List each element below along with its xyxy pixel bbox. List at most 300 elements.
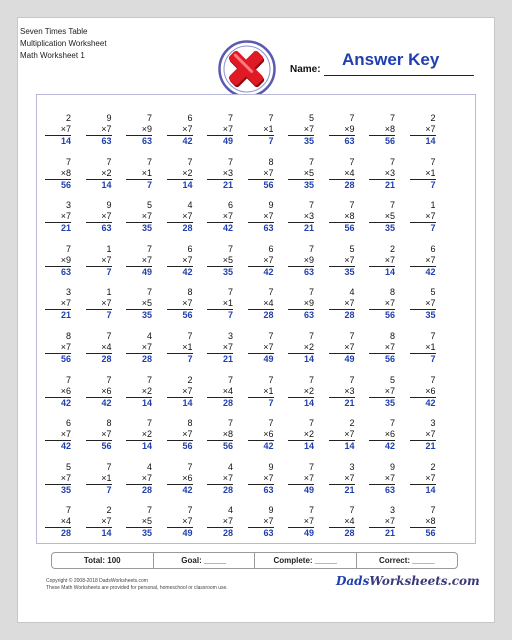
problem-item [167, 505, 193, 539]
problem-answer: 7 [268, 397, 274, 408]
problem-answer: 63 [141, 136, 152, 146]
problem-top-number: 5 [308, 113, 314, 123]
problem-answer: 28 [222, 484, 233, 495]
problem-top-number: 7 [268, 287, 274, 298]
problem-multiplier: ×8 [369, 124, 395, 136]
site-logo [336, 574, 480, 588]
problem-multiplier: ×7 [86, 124, 112, 136]
problem-item [369, 200, 395, 234]
problem-answer: 28 [141, 484, 152, 495]
problem-multiplier: ×8 [329, 211, 355, 223]
red-x-icon [218, 40, 276, 98]
problem-answer: 35 [384, 223, 395, 234]
problem-item [45, 287, 71, 321]
problem-item [207, 331, 233, 365]
problem-top-number: 7 [146, 374, 152, 385]
problem-top-number: 7 [268, 374, 274, 385]
problem-answer: 49 [344, 354, 355, 364]
problem-item [126, 287, 152, 321]
problem-top-number: 3 [430, 418, 436, 429]
problem-multiplier: ×7 [248, 211, 274, 223]
problem-top-number: 7 [227, 287, 233, 298]
problem-answer: 28 [60, 528, 71, 539]
problem-answer: 49 [141, 266, 152, 277]
problem-item [86, 157, 112, 191]
problem-top-number: 7 [349, 331, 355, 341]
problem-top-number: 7 [187, 156, 193, 167]
problem-top-number: 7 [146, 243, 152, 254]
name-field [290, 50, 480, 80]
problem-answer: 56 [222, 441, 233, 452]
problem-top-number: 7 [430, 331, 436, 341]
problem-top-number: 7 [308, 374, 314, 385]
problem-item [126, 418, 152, 452]
problem-answer: 28 [344, 528, 355, 539]
problem-top-number: 7 [349, 374, 355, 385]
problem-top-number: 8 [65, 331, 71, 341]
problem-multiplier: ×5 [369, 211, 395, 223]
problem-multiplier: ×7 [167, 124, 193, 136]
problem-answer: 56 [263, 179, 274, 190]
problem-top-number: 7 [146, 287, 152, 298]
problem-top-number: 7 [146, 418, 152, 429]
problem-item [45, 113, 71, 147]
problem-multiplier: ×7 [369, 516, 395, 528]
problem-top-number: 7 [227, 374, 233, 385]
problem-multiplier: ×7 [248, 168, 274, 180]
problem-item [167, 244, 193, 278]
problem-multiplier: ×1 [207, 298, 233, 310]
problem-top-number: 7 [308, 505, 314, 516]
problem-answer: 35 [303, 179, 314, 190]
problem-answer: 56 [384, 354, 395, 364]
problem-multiplier: ×4 [329, 168, 355, 180]
problem-top-number: 8 [106, 418, 112, 429]
problem-answer: 56 [60, 179, 71, 190]
problem-top-number: 7 [430, 505, 436, 516]
problem-item [369, 462, 395, 496]
problem-multiplier: ×1 [410, 342, 436, 354]
problem-top-number: 2 [106, 505, 112, 516]
problem-answer: 63 [303, 310, 314, 321]
problem-top-number: 2 [65, 113, 71, 123]
header-worksheet-number: Math Worksheet 1 [20, 51, 85, 60]
problem-answer: 35 [425, 310, 436, 321]
problem-answer: 63 [344, 136, 355, 146]
problem-multiplier: ×2 [86, 168, 112, 180]
problem-item [369, 505, 395, 539]
problem-multiplier: ×7 [410, 473, 436, 485]
problem-item [329, 244, 355, 278]
problem-multiplier: ×9 [45, 255, 71, 267]
problem-item [410, 113, 436, 147]
problem-answer: 21 [303, 223, 314, 234]
problem-top-number: 9 [268, 505, 274, 516]
problem-top-number: 7 [308, 287, 314, 298]
problem-item [167, 418, 193, 452]
problem-top-number: 2 [187, 374, 193, 385]
problem-answer: 14 [101, 179, 112, 190]
problem-answer: 14 [425, 484, 436, 495]
problem-item [369, 113, 395, 147]
problem-top-number: 2 [430, 461, 436, 472]
problem-multiplier: ×7 [126, 342, 152, 354]
problem-answer: 35 [60, 484, 71, 495]
problem-answer: 35 [384, 397, 395, 408]
problem-answer: 63 [303, 266, 314, 277]
problem-item [45, 505, 71, 539]
problem-top-number: 5 [430, 287, 436, 298]
problem-multiplier: ×1 [248, 124, 274, 136]
problem-top-number: 9 [389, 461, 395, 472]
problem-multiplier: ×4 [207, 386, 233, 398]
problem-top-number: 1 [430, 200, 436, 211]
problem-item [167, 462, 193, 496]
problem-multiplier: ×9 [288, 255, 314, 267]
problem-answer: 42 [222, 223, 233, 234]
problem-top-number: 3 [227, 331, 233, 341]
problem-top-number: 4 [146, 461, 152, 472]
problem-item [45, 375, 71, 409]
problem-multiplier: ×7 [410, 255, 436, 267]
problem-top-number: 3 [65, 287, 71, 298]
problem-top-number: 1 [106, 287, 112, 298]
problem-answer: 14 [182, 179, 193, 190]
problem-multiplier: ×6 [167, 473, 193, 485]
problem-item [288, 157, 314, 191]
problem-item [207, 200, 233, 234]
problem-answer: 56 [101, 441, 112, 452]
problem-multiplier: ×7 [45, 342, 71, 354]
problem-multiplier: ×7 [329, 342, 355, 354]
problem-item [86, 505, 112, 539]
problem-answer: 21 [60, 310, 71, 321]
problem-multiplier: ×2 [288, 342, 314, 354]
problem-top-number: 7 [349, 156, 355, 167]
problem-answer: 42 [182, 484, 193, 495]
problem-multiplier: ×7 [248, 516, 274, 528]
problem-item [248, 287, 274, 321]
problem-item [45, 244, 71, 278]
problem-answer: 42 [182, 136, 193, 146]
problem-top-number: 7 [65, 505, 71, 516]
problem-top-number: 8 [187, 418, 193, 429]
problem-item [410, 505, 436, 539]
problem-top-number: 2 [349, 418, 355, 429]
problem-top-number: 7 [65, 156, 71, 167]
problem-answer: 42 [101, 397, 112, 408]
problem-answer: 49 [222, 136, 233, 146]
problem-item [167, 200, 193, 234]
problem-answer: 63 [263, 528, 274, 539]
problem-item [167, 375, 193, 409]
problem-item [329, 331, 355, 365]
name-label: Name: [290, 64, 321, 75]
problem-item [126, 375, 152, 409]
problem-top-number: 7 [146, 113, 152, 123]
problem-item [288, 418, 314, 452]
problem-item [410, 418, 436, 452]
problem-top-number: 7 [106, 461, 112, 472]
problem-answer: 42 [384, 441, 395, 452]
problem-item [288, 244, 314, 278]
problem-multiplier: ×4 [86, 342, 112, 354]
problem-answer: 56 [182, 310, 193, 321]
problem-multiplier: ×2 [288, 429, 314, 441]
problem-multiplier: ×2 [288, 386, 314, 398]
problem-answer: 28 [141, 354, 152, 364]
problem-top-number: 7 [106, 331, 112, 341]
problem-item [126, 331, 152, 365]
problem-item [410, 287, 436, 321]
problem-top-number: 9 [268, 461, 274, 472]
problem-top-number: 7 [308, 200, 314, 211]
problem-answer: 28 [263, 310, 274, 321]
problem-multiplier: ×7 [410, 124, 436, 136]
problem-item [167, 331, 193, 365]
problem-item [288, 200, 314, 234]
problem-answer: 63 [101, 223, 112, 234]
problem-answer: 35 [344, 266, 355, 277]
problem-multiplier: ×9 [329, 124, 355, 136]
problem-item [288, 375, 314, 409]
problem-top-number: 7 [308, 461, 314, 472]
problem-multiplier: ×7 [167, 386, 193, 398]
problem-top-number: 7 [308, 418, 314, 429]
problem-item [329, 418, 355, 452]
problem-item [329, 113, 355, 147]
problem-top-number: 2 [389, 243, 395, 254]
problem-top-number: 6 [430, 243, 436, 254]
problem-top-number: 8 [268, 156, 274, 167]
logo-suffix: Worksheets.com [369, 574, 480, 588]
problem-top-number: 7 [227, 418, 233, 429]
problem-multiplier: ×1 [126, 168, 152, 180]
problem-item [207, 462, 233, 496]
problem-answer: 42 [263, 441, 274, 452]
problem-answer: 63 [60, 266, 71, 277]
problem-multiplier: ×8 [207, 429, 233, 441]
problem-top-number: 7 [349, 200, 355, 211]
problem-answer: 63 [384, 484, 395, 495]
problem-item [126, 157, 152, 191]
problem-multiplier: ×7 [248, 473, 274, 485]
problem-multiplier: ×7 [167, 255, 193, 267]
problem-item [329, 375, 355, 409]
problem-item [248, 113, 274, 147]
problem-multiplier: ×7 [167, 298, 193, 310]
problem-answer: 7 [268, 136, 274, 146]
problem-answer: 14 [384, 266, 395, 277]
problem-top-number: 9 [106, 113, 112, 123]
problem-top-number: 3 [349, 461, 355, 472]
problem-top-number: 7 [308, 331, 314, 341]
problem-item [86, 462, 112, 496]
problem-answer: 28 [182, 223, 193, 234]
problem-item [248, 375, 274, 409]
problem-answer: 35 [141, 223, 152, 234]
problem-multiplier: ×6 [410, 386, 436, 398]
problem-item [86, 244, 112, 278]
problem-top-number: 5 [146, 200, 152, 211]
problem-multiplier: ×7 [86, 429, 112, 441]
problem-item [410, 200, 436, 234]
problem-top-number: 7 [349, 505, 355, 516]
problem-answer: 28 [222, 397, 233, 408]
problem-multiplier: ×7 [369, 386, 395, 398]
problem-top-number: 7 [65, 374, 71, 385]
problem-top-number: 7 [187, 461, 193, 472]
problem-item [329, 462, 355, 496]
problem-top-number: 7 [430, 156, 436, 167]
problem-top-number: 6 [187, 113, 193, 123]
problem-answer: 21 [344, 397, 355, 408]
problem-top-number: 7 [106, 156, 112, 167]
problem-item [45, 418, 71, 452]
problem-multiplier: ×2 [126, 429, 152, 441]
problem-answer: 56 [384, 310, 395, 321]
problem-item [126, 200, 152, 234]
problem-multiplier: ×7 [86, 255, 112, 267]
problem-multiplier: ×3 [329, 386, 355, 398]
answer-key-title: Answer Key [342, 50, 440, 69]
problem-item [329, 287, 355, 321]
correct-cell: Correct: _____ [378, 556, 435, 565]
problem-answer: 7 [430, 223, 436, 234]
problem-answer: 35 [141, 310, 152, 321]
problem-answer: 14 [303, 354, 314, 364]
problem-top-number: 7 [430, 374, 436, 385]
problem-multiplier: ×1 [248, 386, 274, 398]
problem-multiplier: ×7 [207, 211, 233, 223]
problem-item [86, 331, 112, 365]
problem-item [369, 418, 395, 452]
problem-top-number: 7 [146, 505, 152, 516]
problem-answer: 7 [430, 354, 436, 364]
problem-multiplier: ×7 [86, 516, 112, 528]
problem-answer: 49 [303, 528, 314, 539]
problem-top-number: 7 [268, 113, 274, 123]
problem-multiplier: ×7 [167, 516, 193, 528]
problem-multiplier: ×5 [126, 516, 152, 528]
problem-top-number: 5 [349, 243, 355, 254]
problem-multiplier: ×7 [410, 429, 436, 441]
problem-multiplier: ×1 [86, 473, 112, 485]
problem-item [288, 505, 314, 539]
problem-multiplier: ×6 [45, 386, 71, 398]
problem-multiplier: ×7 [410, 211, 436, 223]
problem-multiplier: ×7 [329, 255, 355, 267]
problem-top-number: 7 [106, 374, 112, 385]
problem-top-number: 7 [308, 156, 314, 167]
problem-multiplier: ×7 [369, 298, 395, 310]
problem-answer: 56 [384, 136, 395, 146]
problem-item [288, 462, 314, 496]
problem-answer: 49 [182, 528, 193, 539]
problem-item [86, 418, 112, 452]
problem-answer: 7 [430, 179, 436, 190]
problem-answer: 42 [60, 397, 71, 408]
problem-top-number: 7 [268, 418, 274, 429]
problem-item [410, 244, 436, 278]
problem-multiplier: ×6 [369, 429, 395, 441]
problem-multiplier: ×3 [207, 168, 233, 180]
problem-answer: 14 [101, 528, 112, 539]
problem-multiplier: ×7 [126, 211, 152, 223]
problem-answer: 21 [384, 179, 395, 190]
problem-multiplier: ×7 [329, 429, 355, 441]
problem-item [288, 287, 314, 321]
problem-item [369, 375, 395, 409]
problem-multiplier: ×9 [288, 298, 314, 310]
problem-item [329, 505, 355, 539]
problem-answer: 49 [263, 354, 274, 364]
problem-item [369, 157, 395, 191]
problem-top-number: 7 [308, 243, 314, 254]
problem-answer: 63 [263, 484, 274, 495]
problem-multiplier: ×4 [248, 298, 274, 310]
problem-item [207, 287, 233, 321]
problem-answer: 28 [101, 354, 112, 364]
problem-item [86, 287, 112, 321]
problem-item [207, 244, 233, 278]
problem-item [207, 113, 233, 147]
header-subtitle: Multiplication Worksheet [20, 39, 107, 48]
problem-multiplier: ×7 [86, 211, 112, 223]
problem-item [410, 331, 436, 365]
problem-item [45, 462, 71, 496]
problem-top-number: 3 [389, 505, 395, 516]
problem-multiplier: ×7 [369, 342, 395, 354]
problem-multiplier: ×2 [126, 386, 152, 398]
problem-multiplier: ×7 [207, 124, 233, 136]
problem-item [248, 462, 274, 496]
problem-answer: 7 [106, 310, 112, 321]
problem-answer: 21 [384, 528, 395, 539]
problem-multiplier: ×1 [167, 342, 193, 354]
problem-top-number: 7 [389, 156, 395, 167]
problem-top-number: 8 [389, 331, 395, 341]
problem-item [207, 375, 233, 409]
score-footer [51, 552, 458, 569]
problem-item [207, 157, 233, 191]
problem-answer: 21 [222, 179, 233, 190]
problem-multiplier: ×7 [45, 473, 71, 485]
problem-top-number: 7 [389, 200, 395, 211]
problem-top-number: 9 [268, 200, 274, 211]
problem-multiplier: ×7 [45, 429, 71, 441]
problem-answer: 28 [344, 310, 355, 321]
problem-answer: 14 [182, 397, 193, 408]
problem-multiplier: ×7 [288, 124, 314, 136]
problem-item [86, 113, 112, 147]
problem-item [329, 200, 355, 234]
problem-top-number: 6 [227, 200, 233, 211]
problem-multiplier: ×7 [126, 473, 152, 485]
problem-item [248, 200, 274, 234]
problem-multiplier: ×3 [369, 168, 395, 180]
problem-answer: 35 [222, 266, 233, 277]
problem-answer: 7 [106, 484, 112, 495]
problem-item [369, 331, 395, 365]
problem-item [410, 462, 436, 496]
logo-prefix: Dads [336, 574, 370, 588]
problem-answer: 63 [263, 223, 274, 234]
problem-top-number: 8 [389, 287, 395, 298]
usage-line: These Math Worksheets are provided for personal, homeschool or classroom use. [46, 585, 228, 591]
problem-multiplier: ×7 [369, 473, 395, 485]
problem-multiplier: ×7 [369, 255, 395, 267]
